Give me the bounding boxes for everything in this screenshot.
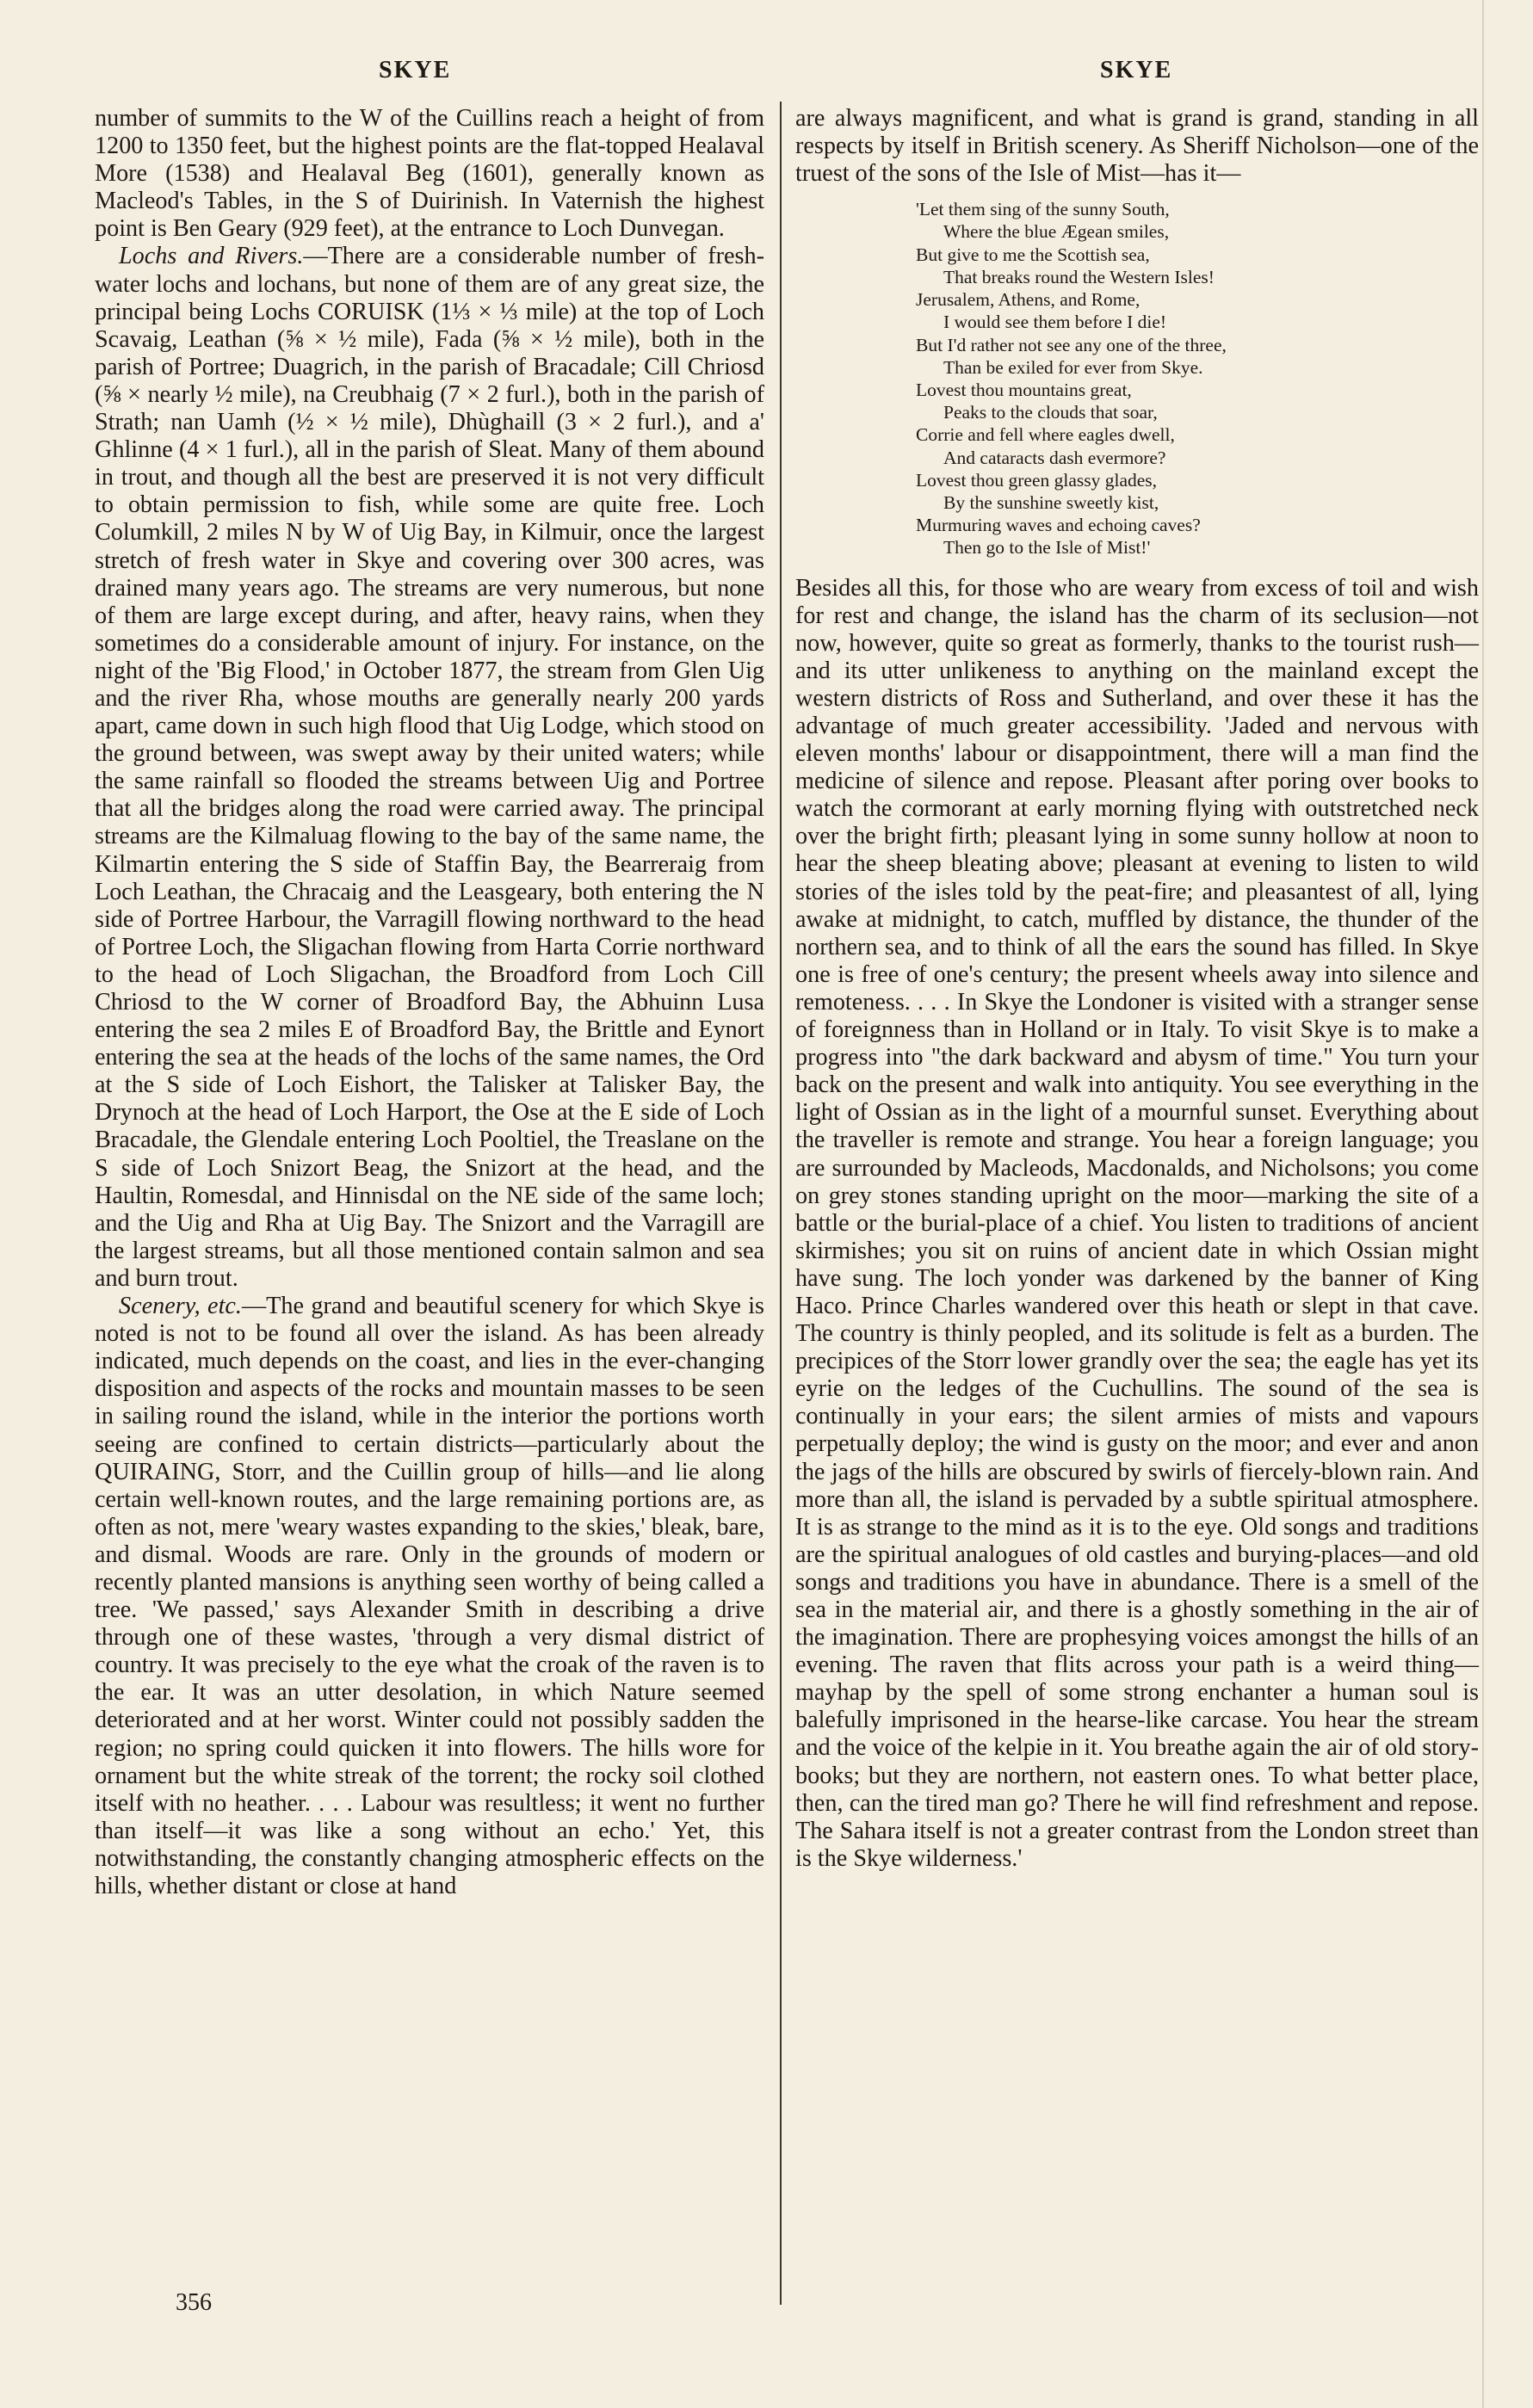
section-text-lochs-rivers: —There are a considerable number of fresh-water lochs and lochans, but none of them are of any great size, the principal being Lochs CORUISK (1⅓ × ⅓ mile) at the top of Loch Scavaig, Leathan (⅝ × ½ mile), Fada (⅝ × ½ mile), both in the parish of Portree; Duagrich, in the parish of Bracadale; Cill Chriosd (⅝ × nearly ½ mile), na Creubhaig (7 × 2 furl.), both in the parish of Strath; nan Uamh (½ × ½ mile), Dhùghaill (3 × 2 furl.), and a' Ghlinne (4 × 1 furl.), all in the parish of Sleat. Many of them abound in trout, and though all the best are preserved it is not very difficult to obtain permission to fish, while some are quite free. Loch Columkill, 2 miles N by W of Uig Bay, in Kilmuir, once the largest stretch of fresh water in Skye and covering over 300 acres, was drained many years ago. The streams are very numerous, but none of them are large except during, and after, heavy rains, when they sometimes do a considerable amount of injury. For instance, on the night of the 'Big Flood,' in October 1877, the stream from Glen Uig and the river Rha, whose mouths are generally nearly 200 yards apart, came down in such high flood that Uig Lodge, which stood on the ground between, was swept away by their united waters; while the same rainfall so flooded the streams between Uig and Portree that all the bridges along the road were carried away. The principal streams are the Kilmaluag flowing to the bay of the same name, the Kilmartin entering the S side of Staffin Bay, the Bearreraig from Loch Leathan, the Chracaig and the Leasgeary, both entering the N side of Portree Harbour, the Varragill flowing northward to the head of Portree Loch, the Sligachan flowing from Harta Corrie northward to the head of Loch Sligachan, the Broadford from Loch Cill Chriosd to the W corner of Broadford Bay, the Abhuinn Lusa entering the sea 2 miles E of Broadford Bay, the Brittle and Eynort entering the sea at the heads of the lochs of the same names, the Ord at the S side of Loch Eishort, the Talisker at Talisker Bay, the Drynoch at the head of Loch Harport, the Ose at the E side of Loch Bracadale, the Glendale entering Loch Pooltiel, the Treaslane on the S side of Loch Snizort Beag, the Snizort at the head, and the Haultin, Romesdal, and Hinnisdal on the NE side of the same loch; and the Uig and Rha at Uig Bay. The Snizort and the Varragill are the largest streams, but all those mentioned contain salmon and sea and burn trout. xyxy=(95,243,764,1292)
poem-line: Where the blue Ægean smiles, xyxy=(943,221,1170,243)
page-number: 356 xyxy=(176,2289,212,2316)
poem-line: But give to me the Scottish sea, xyxy=(916,244,1150,265)
poem-line: Than be exiled for ever from Skye. xyxy=(943,356,1203,378)
poem-line: Lovest thou green glassy glades, xyxy=(916,469,1158,491)
paragraph-heights: number of summits to the W of the Cuillins reach a height of from 1200 to 1350 feet, but the highest points are the flat-topped Healaval More (1538) and Healaval Beg (1601), generally known as Macleod's Tables, in the S of Duirinish. In Vaternish the highest point is Ben Geary (929 feet), at the entrance to Loch Dunvegan. xyxy=(95,105,764,243)
poem-line: And cataracts dash evermore? xyxy=(943,447,1166,468)
paragraph-lochs-and-rivers xyxy=(95,243,764,1293)
poem-line: Corrie and fell where eagles dwell, xyxy=(916,424,1175,446)
poem-line: By the sunshine sweetly kist, xyxy=(943,491,1159,513)
page-edge-line xyxy=(1482,0,1484,2408)
poem-line: Then go to the Isle of Mist!' xyxy=(943,537,1151,559)
poem-line: Peaks to the clouds that soar, xyxy=(943,402,1158,423)
poem-line: I would see them before I die! xyxy=(943,312,1167,333)
section-lead-lochs-rivers: Lochs and Rivers. xyxy=(119,243,304,270)
running-head-left: SKYE xyxy=(379,57,452,83)
left-column xyxy=(95,105,764,1900)
poem-line: But I'd rather not see any one of the three, xyxy=(916,334,1227,355)
poem-line: Lovest thou mountains great, xyxy=(916,379,1132,400)
poem-line: That breaks round the Western Isles! xyxy=(943,266,1215,287)
running-head-right: SKYE xyxy=(1100,57,1173,83)
paragraph-description: Besides all this, for those who are weary from excess of toil and wish for rest and change, the island has the charm of its seclusion—not now, however, quite so great as formerly, thanks to the tourist rush—and its utter unlikeness to anything on the mainland except the western districts of Ross and Sutherland, and over these it has the advantage of much greater accessibility. 'Jaded and nervous with eleven months' labour or disappointment, there will a man find the medicine of silence and repose. Pleasant after poring over books to watch the cormorant at early morning flying with outstretched neck over the bright firth; pleasant lying in some sunny hollow at noon to hear the sheep bleating above; pleasant at evening to listen to wild stories of the isles told by the peat-fire; and pleasantest of all, lying awake at midnight, to catch, muffled by distance, the thunder of the northern sea, and to think of all the ears the sound has filled. In Skye one is free of one's century; the present wheels away into silence and remoteness. . . . In Skye the Londoner is visited with a stranger sense of foreignness than in Holland or in Italy. To visit Skye is to make a progress into "the dark backward and abysm of time." You turn your back on the present and walk into antiquity. You see everything in the light of Ossian as in the light of a mournful sunset. Everything about the traveller is remote and strange. You hear a foreign language; you are surrounded by Macleods, Macdonalds, and Nicholsons; you come on grey stones standing upright on the moor—marking the site of a battle or the burial-place of a chief. You listen to traditions of ancient skirmishes; you sit on ruins of ancient date in which Ossian might have sung. The loch yonder was darkened by the banner of King Haco. Prince Charles wandered over this heath or slept in that cave. The country is thinly peopled, and its solitude is felt as a burden. The precipices of the Storr lower grandly over the sea; the eagle has yet its eyrie on the ledges of the Cuchullins. The sound of the sea is continually in your ears; the silent armies of mists and vapours perpetually deploy; the wind is gusty on the moor; and ever and anon the jags of the hills are obscured by swirls of fiercely-blown rain. And more than all, the island is pervaded by a subtle spiritual atmosphere. It is as strange to the mind as it is to the eye. Old songs and traditions are the spiritual analogues of old castles and burying-places—and old songs and traditions you have in abundance. There is a smell of the sea in the material air, and there is a ghostly something in the air of the imagination. There are prophesying voices amongst the hills of an evening. The raven that flits across your path is a weird thing—mayhap by the spell of some strong enchanter a human soul is balefully imprisoned in the hearse-like carcase. You hear the stream and the voice of the kelpie in it. You breathe again the air of old story-books; but they are northern, not eastern ones. To what better place, then, can the tired man go? There he will find refreshment and repose. The Sahara itself is not a greater contrast from the London street than is the Skye wilderness.' xyxy=(795,574,1479,1872)
column-divider xyxy=(780,102,782,2305)
right-column xyxy=(795,105,1479,1873)
paragraph-scenery xyxy=(95,1293,764,1900)
poem-line: Murmuring waves and echoing caves? xyxy=(916,515,1201,536)
poem-line: Jerusalem, Athens, and Rome, xyxy=(916,289,1140,311)
poem-block xyxy=(916,198,1479,559)
section-text-scenery: —The grand and beautiful scenery for which Skye is noted is not to be found all over the island. As has been already indicated, much depends on the coast, and lies in the ever-changing disposition and aspects of the rocks and mountain masses to be seen in sailing round the island, while in the interior the portions worth seeing are confined to certain districts—particularly about the QUIRAING, Storr, and the Cuillin group of hills—and lie along certain well-known routes, and the large remaining portions are, as often as not, mere 'weary wastes expanding to the skies,' bleak, bare, and dismal. Woods are rare. Only in the grounds of modern or recently planted mansions is anything seen worthy of being called a tree. 'We passed,' says Alexander Smith in describing a drive through one of these wastes, 'through a very dismal district of country. It was precisely to the eye what the croak of the raven is to the ear. It was an utter desolation, in which Nature seemed deteriorated and at her worst. Winter could not possibly sadden the region; no spring could quicken it into flowers. The hills wore for ornament but the white streak of the torrent; the rocky soil clothed itself with no heather. . . . Labour was resultless; it went no further than itself—it was like a song without an echo.' Yet, this notwithstanding, the constantly changing atmospheric effects on the hills, whether distant or close at hand xyxy=(95,1293,765,1899)
section-lead-scenery: Scenery, etc. xyxy=(119,1293,242,1320)
paragraph-intro: are always magnificent, and what is grand is grand, standing in all respects by itself in British scenery. As Sheriff Nicholson—one of the truest of the sons of the Isle of Mist—has it— xyxy=(795,105,1479,188)
poem-line: 'Let them sing of the sunny South, xyxy=(916,199,1170,220)
